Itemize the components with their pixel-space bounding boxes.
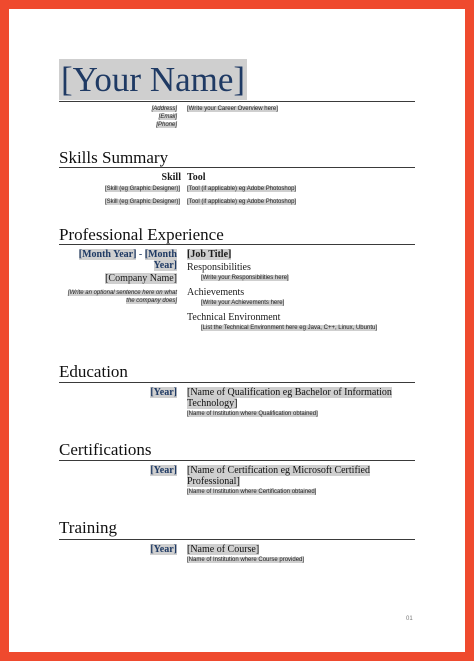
- certification: [187, 465, 417, 487]
- education-year: [Year]: [150, 387, 177, 398]
- certifications-heading: Certifications: [59, 440, 152, 459]
- certification-year: [Year]: [150, 465, 177, 476]
- skill-column-header: Skill: [161, 172, 181, 183]
- from-date: [Month Year]: [78, 249, 137, 260]
- skills-rule: [59, 167, 415, 168]
- email: [Email]: [158, 114, 177, 120]
- tech-environment-text: [List the Technical Environment here eg Java, C++, Linux, Ubuntu]: [201, 325, 377, 331]
- page-number: 01: [406, 616, 413, 622]
- date-dash: -: [138, 249, 143, 260]
- company-note: [Write an optional sentence here on what the company does]: [67, 290, 177, 304]
- name-rule: [59, 101, 415, 102]
- education-institution: [Name of Institution where Qualification obtained]: [187, 411, 318, 417]
- skills-heading: Skills Summary: [59, 148, 169, 167]
- skill-item: [Skill (eg Graphic Designer)]: [104, 199, 180, 205]
- job-title: [Job Title]: [187, 249, 232, 260]
- responsibilities-label: Responsibilities: [187, 262, 251, 273]
- to-date: [Month: [144, 249, 177, 260]
- resume-page: [9, 9, 465, 652]
- certifications-rule: [59, 460, 415, 461]
- certification-institution: [Name of Institution where Certification obtained]: [187, 489, 317, 495]
- education-rule: [59, 382, 415, 383]
- responsibilities-text: [Write your Responsibilities here]: [201, 275, 289, 281]
- experience-rule: [59, 244, 415, 245]
- achievements-text: [Write your Achievements here]: [201, 300, 285, 306]
- tool-item: [Tool (if applicable) eg Adobe Photoshop]: [187, 199, 297, 205]
- education-heading: Education: [59, 362, 128, 381]
- training-rule: [59, 539, 415, 540]
- tool-column-header: Tool: [187, 172, 206, 183]
- qualification-line: Technology]: [187, 398, 238, 409]
- training-heading: Training: [59, 518, 117, 537]
- career-overview: [Write your Career Overview here]: [187, 106, 278, 112]
- tech-environment-label: Technical Environment: [187, 312, 281, 323]
- training-year: [Year]: [150, 544, 177, 555]
- contact-block: [129, 105, 177, 129]
- phone: [Phone]: [156, 122, 177, 128]
- achievements-label: Achievements: [187, 287, 245, 298]
- to-date-year: Year]: [153, 260, 177, 271]
- experience-heading: Professional Experience: [59, 225, 224, 244]
- address: [Address]: [151, 106, 177, 112]
- certification-line: Professional]: [187, 476, 240, 487]
- skill-item: [Skill (eg Graphic Designer)]: [104, 186, 180, 192]
- qualification-line: [Name of Qualification eg Bachelor of Information: [187, 387, 392, 398]
- qualification: [187, 387, 417, 409]
- course-name: [Name of Course]: [187, 544, 260, 555]
- training-institution: [Name of Institution where Course provided]: [187, 557, 305, 563]
- experience-dates: [59, 249, 177, 271]
- name-text: [Your Name]: [61, 60, 246, 99]
- tool-item: [Tool (if applicable) eg Adobe Photoshop]: [187, 186, 297, 192]
- company-name: [Company Name]: [105, 273, 177, 284]
- name-title: [59, 59, 247, 100]
- certification-line: [Name of Certification eg Microsoft Certified: [187, 465, 370, 476]
